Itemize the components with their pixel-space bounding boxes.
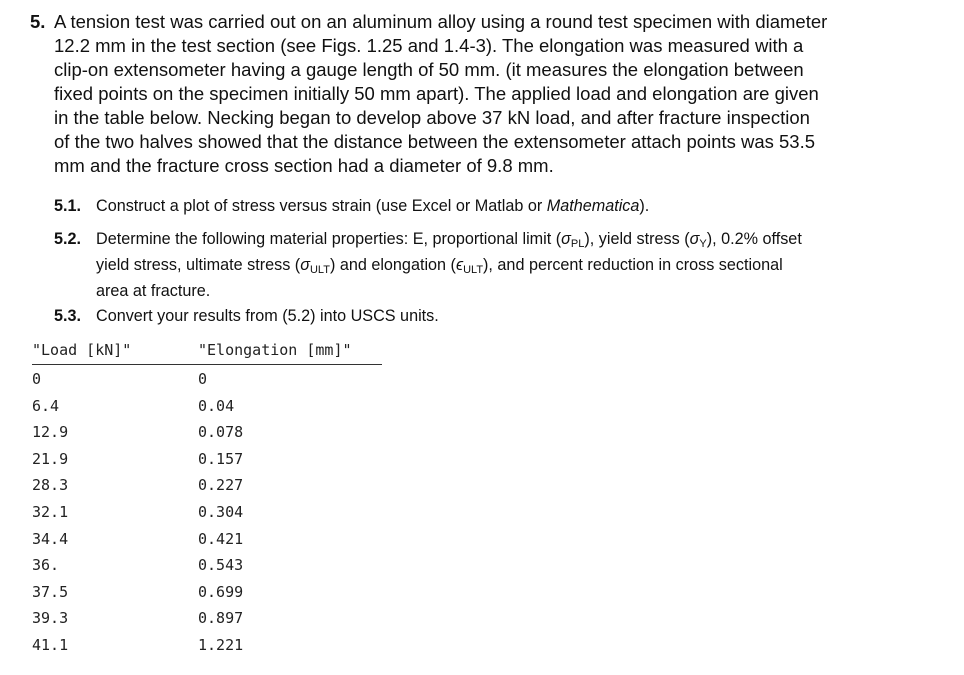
epsilon-symbol: ϵ (455, 256, 464, 274)
text-segment: ), yield stress ( (584, 230, 690, 248)
elongation-cell: 0.699 (198, 582, 244, 601)
subproblem-text: Convert your results from (5.2) into USCS units. (96, 307, 439, 325)
problem-line: mm and the fracture cross section had a diameter of 9.8 mm. (54, 155, 554, 176)
text-segment: ), 0.2% offset (706, 230, 802, 248)
table-row (32, 578, 382, 605)
data-table (32, 338, 382, 658)
subproblem-line-2 (96, 255, 934, 281)
subscript: Y (699, 238, 707, 250)
text-segment: Determine the following material properties: E, proportional limit ( (96, 230, 562, 248)
elongation-cell: 0.543 (198, 556, 244, 575)
problem-line: 12.2 mm in the test section (see Figs. 1.25 and 1.4-3). The elongation was measured with a (54, 35, 804, 56)
problem-body (54, 10, 945, 178)
header-elongation: "Elongation [mm]" (198, 341, 352, 359)
load-cell: 32.1 (32, 502, 69, 521)
subproblem-5-3 (54, 306, 934, 327)
load-cell: 39.3 (32, 609, 69, 628)
table-row (32, 525, 382, 552)
subproblem-line-1 (54, 229, 934, 255)
sigma-symbol: σ (300, 256, 310, 274)
subproblem-number: 5.3. (54, 307, 82, 325)
subproblem-number: 5.2. (54, 230, 82, 248)
text-segment: ) and elongation ( (329, 256, 456, 274)
subproblem-line-3: area at fracture. (96, 282, 211, 300)
subproblem-number: 5.1. (54, 197, 82, 215)
load-cell: 6.4 (32, 396, 60, 415)
header-load: "Load [kN]" (32, 341, 132, 359)
elongation-cell: 0.04 (198, 396, 235, 415)
table-row (32, 445, 382, 472)
table-row (32, 604, 382, 631)
subproblem-italic: Mathematica (546, 197, 640, 215)
problem-line: in the table below. Necking began to develop above 37 kN load, and after fracture inspection (54, 107, 810, 128)
subproblem-text-end: ). (639, 197, 650, 215)
table-body (32, 365, 382, 658)
table-row (32, 392, 382, 419)
sigma-symbol: σ (561, 230, 571, 248)
subproblem-5-2 (54, 229, 934, 302)
table-row (32, 631, 382, 658)
load-cell: 34.4 (32, 529, 69, 548)
problem-number: 5. (30, 11, 46, 32)
problem-line: A tension test was carried out on an aluminum alloy using a round test specimen with diameter (54, 11, 828, 32)
subscript: ULT (463, 264, 484, 276)
elongation-cell: 0.157 (198, 449, 244, 468)
elongation-cell: 0.227 (198, 476, 244, 495)
load-cell: 37.5 (32, 582, 69, 601)
problem-statement (30, 10, 945, 178)
elongation-cell: 0.421 (198, 529, 244, 548)
load-cell: 36. (32, 556, 60, 575)
table-row (32, 498, 382, 525)
text-segment: yield stress, ultimate stress ( (96, 256, 301, 274)
table-header (32, 338, 382, 365)
elongation-cell: 0.078 (198, 423, 244, 442)
subscript: ULT (309, 264, 330, 276)
load-cell: 0 (32, 370, 42, 388)
sigma-symbol: σ (689, 230, 700, 248)
problem-line: fixed points on the specimen initially 50 mm apart). The applied load and elongation are given (54, 83, 819, 104)
problem-line: of the two halves showed that the distance between the extensometer attach points was 53.5 (54, 131, 816, 152)
elongation-cell: 0.897 (198, 609, 244, 628)
elongation-cell: 0 (198, 370, 208, 388)
elongation-cell: 0.304 (198, 502, 244, 521)
load-cell: 28.3 (32, 476, 69, 495)
subproblem-5-1 (54, 196, 934, 217)
table-row (32, 471, 382, 498)
table-row (32, 418, 382, 445)
load-cell: 21.9 (32, 449, 69, 468)
elongation-cell: 1.221 (198, 635, 244, 654)
subproblem-text: Construct a plot of stress versus strain (use Excel or Matlab or (96, 197, 547, 215)
load-cell: 12.9 (32, 423, 69, 442)
text-segment: ), and percent reduction in cross sectional (483, 256, 783, 274)
load-cell: 41.1 (32, 635, 69, 654)
subscript: PL (570, 238, 585, 250)
table-row (32, 365, 382, 392)
table-row (32, 551, 382, 578)
problem-line: clip-on extensometer having a gauge length of 50 mm. (it measures the elongation between (54, 59, 804, 80)
